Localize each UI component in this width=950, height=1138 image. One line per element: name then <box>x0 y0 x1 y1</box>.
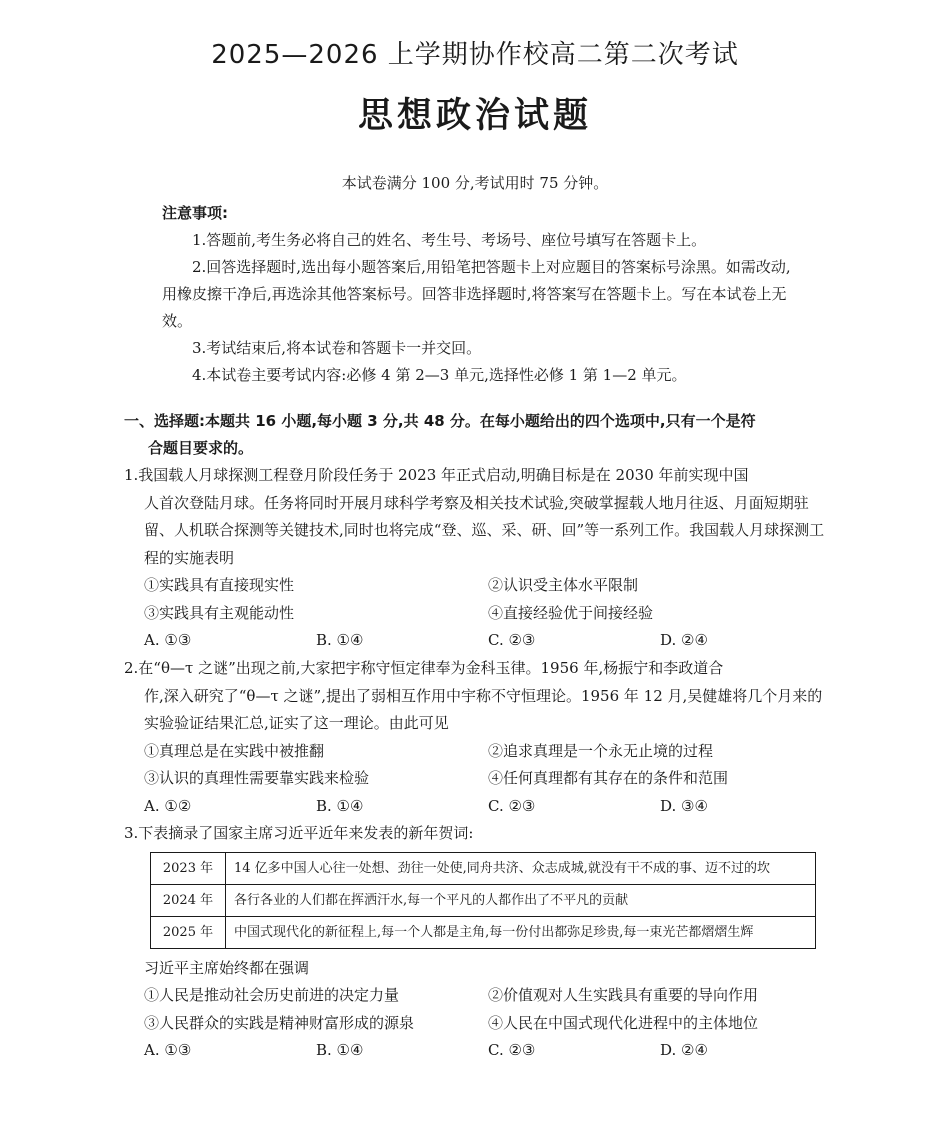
notice-item: 3.考试结束后,将本试卷和答题卡一并交回。 <box>192 339 482 357</box>
statement-1: ①人民是推动社会历史前进的决定力量 <box>144 986 400 1004</box>
statement-3: ③人民群众的实践是精神财富形成的源泉 <box>144 1013 415 1032</box>
section-heading <box>124 408 830 462</box>
table-cell-year: 2024 年 <box>151 884 226 916</box>
notice-heading: 注意事项: <box>162 204 228 222</box>
section-heading-line1: 一、选择题:本题共 16 小题,每小题 3 分,共 48 分。在每小题给出的四个选项中,只有一个是符 <box>124 412 756 430</box>
table-cell-text: 14 亿多中国人心往一处想、劲往一处使,同舟共济、众志成城,就没有干不成的事、迈不过的坎 <box>226 852 816 884</box>
statement-2: ②价值观对人生实践具有重要的导向作用 <box>488 986 759 1004</box>
notice-item: 4.本试卷主要考试内容:必修 4 第 2—3 单元,选择性必修 1 第 1—2 单元。 <box>192 366 687 384</box>
section-heading-line2: 合题目要求的。 <box>148 439 254 457</box>
statement-4: ④任何真理都有其存在的条件和范围 <box>488 769 729 787</box>
table-row <box>151 916 816 948</box>
exam-info: 本试卷满分 100 分,考试用时 75 分钟。 <box>341 174 609 192</box>
statement-options <box>124 955 832 1059</box>
question-3 <box>124 820 832 1059</box>
question-stem-cont: 人首次登陆月球。任务将同时开展月球科学考察及相关技术试验,突破掌握载人地月往返、月面短期驻留、人机联合探测等关键技术,同时也将完成“登、巡、采、研、回”等一系列工作。我国载人月球探测工程的实施表明 <box>144 493 825 567</box>
choice-a: A. ①③ <box>144 631 192 649</box>
statement-2: ②追求真理是一个永无止境的过程 <box>488 741 714 760</box>
choice-c: C. ②③ <box>488 1041 536 1059</box>
statement-options <box>124 738 832 821</box>
exam-title: 2025—2026 上学期协作校高二第二次考试 <box>211 40 739 70</box>
choice-d: D. ③④ <box>660 796 708 815</box>
choice-a: A. ①③ <box>144 1041 192 1059</box>
statement-2: ②认识受主体水平限制 <box>488 576 639 594</box>
question-1 <box>124 462 832 655</box>
choice-d: D. ②④ <box>660 631 708 649</box>
table-row <box>151 852 816 884</box>
choice-b: B. ①④ <box>316 796 364 815</box>
question-2 <box>124 655 832 820</box>
table-cell-year: 2023 年 <box>151 852 226 884</box>
statement-options <box>124 572 832 655</box>
question-stem-cont: 作,深入研究了“θ—τ 之谜”,提出了弱相互作用中宇称不守恒理论。1956 年 12 月,吴健雄将几个月来的实验验证结果汇总,证实了这一理论。由此可见 <box>144 686 823 732</box>
table-cell-text: 中国式现代化的新征程上,每一个人都是主角,每一份付出都弥足珍贵,每一束光芒都熠熠生辉 <box>226 916 816 948</box>
choice-b: B. ①④ <box>316 631 364 649</box>
notice-item: 2.回答选择题时,选出每小题答案后,用铅笔把答题卡上对应题目的答案标号涂黑。如需改动,用橡皮擦干净后,再选涂其他答案标号。回答非选择题时,将答案写在答题卡上。写在本试卷上无效。 <box>162 258 791 330</box>
statement-1: ①真理总是在实践中被推翻 <box>144 741 325 760</box>
choice-a: A. ①② <box>144 796 192 815</box>
question-stem: 2.在“θ—τ 之谜”出现之前,大家把宇称守恒定律奉为金科玉律。1956 年,杨振宁和李政道合 <box>124 659 724 677</box>
table-cell-year: 2025 年 <box>151 916 226 948</box>
statement-3: ③实践具有主观能动性 <box>144 603 295 622</box>
choice-c: C. ②③ <box>488 796 536 815</box>
choice-d: D. ②④ <box>660 1041 708 1059</box>
table-row <box>151 884 816 916</box>
notice-section <box>162 200 802 389</box>
subject-title: 思想政治试题 <box>357 96 592 136</box>
question-stem: 3.下表摘录了国家主席习近平近年来发表的新年贺词: <box>124 824 474 842</box>
question-lead: 习近平主席始终都在强调 <box>144 958 310 977</box>
notice-item: 1.答题前,考生务必将自己的姓名、考生号、考场号、座位号填写在答题卡上。 <box>192 231 707 249</box>
new-year-speech-table <box>150 852 816 949</box>
choice-c: C. ②③ <box>488 631 536 649</box>
question-stem: 1.我国载人月球探测工程登月阶段任务于 2023 年正式启动,明确目标是在 2030 年前实现中国 <box>124 466 749 484</box>
statement-3: ③认识的真理性需要靠实践来检验 <box>144 769 370 787</box>
statement-1: ①实践具有直接现实性 <box>144 576 295 594</box>
choices-row-cut <box>144 1037 832 1059</box>
choice-b: B. ①④ <box>316 1041 364 1059</box>
statement-4: ④直接经验优于间接经验 <box>488 603 654 622</box>
statement-4: ④人民在中国式现代化进程中的主体地位 <box>488 1013 759 1032</box>
table-cell-text: 各行各业的人们都在挥洒汗水,每一个平凡的人都作出了不平凡的贡献 <box>226 884 816 916</box>
